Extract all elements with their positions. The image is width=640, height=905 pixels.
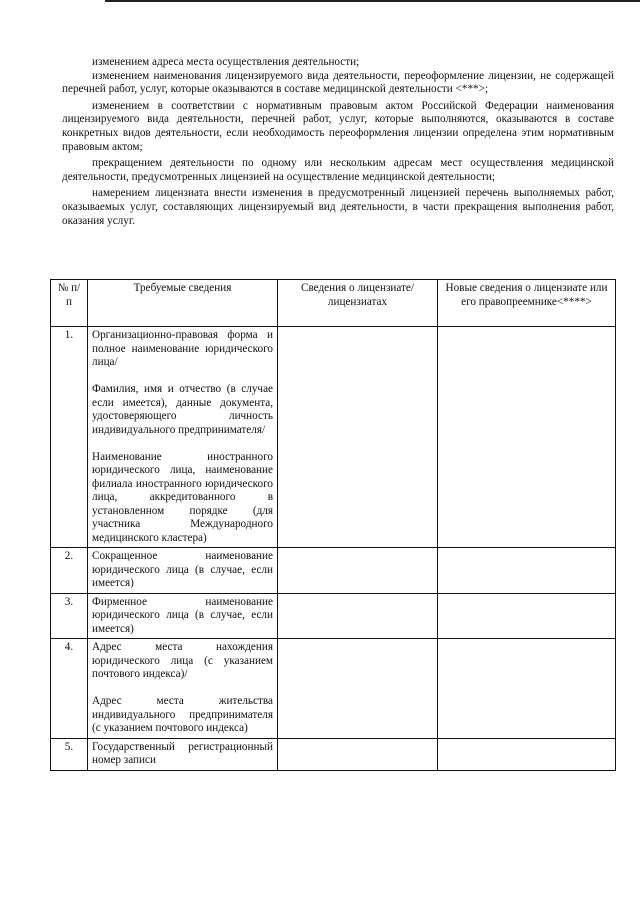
licensee-info-cell[interactable]: [278, 548, 438, 594]
row-text: Фирменное наименование юридического лица (в случае, если имеется): [92, 595, 273, 635]
row-text: Сокращенное наименование юридического лица (в случае, если имеется): [92, 550, 273, 589]
intro-paragraph: прекращением деятельности по одному или нескольким адресам мест осуществления медицинской деятельности, предусмотренных лицензией на осуществление медицинской деятельности;: [62, 157, 614, 183]
row-number: 2.: [51, 548, 88, 594]
table-row: [51, 593, 616, 639]
row-number: 4.: [51, 639, 88, 739]
license-info-table: [50, 279, 616, 771]
table-header-row: [51, 280, 616, 327]
licensee-info-cell[interactable]: [278, 327, 438, 548]
row-number: 1.: [51, 327, 88, 548]
table-row: [51, 548, 616, 594]
intro-paragraph: изменением адреса места осуществления деятельности;: [92, 56, 360, 68]
table-row: [51, 738, 616, 770]
intro-paragraph: изменением в соответствии с нормативным правовым актом Российской Федерации наименования лицензируемого вида деятельности, перечней работ, услуг, которые выполняются, оказываются в составе конкретных видов деятельности, если необходимость переоформления лицензии определена этим нормативным правовым актом;: [62, 99, 614, 153]
header-licensee-info: Сведения о лицензиате/лицензиатах: [278, 280, 438, 327]
new-info-cell[interactable]: [438, 738, 616, 770]
header-new-info: Новые сведения о лицензиате или его правопреемнике<****>: [438, 280, 616, 327]
header-number: № п/п: [51, 280, 88, 327]
row-required-info: [88, 738, 278, 770]
licensee-info-cell[interactable]: [278, 639, 438, 739]
new-info-cell[interactable]: [438, 593, 616, 639]
row-required-info: [88, 639, 278, 739]
intro-paragraph: изменением наименования лицензируемого вида деятельности, переоформление лицензии, не содержащей перечней работ, услуг, которые оказываются в составе медицинской деятельности <***>;: [62, 69, 614, 96]
new-info-cell[interactable]: [438, 639, 616, 739]
intro-paragraph: намерением лицензиата внести изменения в предусмотренный лицензией перечень выполняемых работ, оказываемых услуг, составляющих лицензируемый вид деятельности, в части прекращения выполнения работ, оказания услуг.: [62, 187, 614, 227]
row-text: Адрес места жительства индивидуального предпринимателя (с указанием почтового индекса): [92, 695, 273, 734]
intro-text: [62, 56, 614, 228]
table-row: [51, 327, 616, 548]
row-text: Государственный регистрационный номер записи: [92, 740, 273, 766]
row-text: Организационно-правовая форма и полное наименование юридического лица/: [92, 329, 273, 368]
new-info-cell[interactable]: [438, 327, 616, 548]
row-required-info: [88, 593, 278, 639]
licensee-info-cell[interactable]: [278, 593, 438, 639]
new-info-cell[interactable]: [438, 548, 616, 594]
row-number: 5.: [51, 738, 88, 770]
row-text: Фамилия, имя и отчество (в случае если имеется), данные документа, удостоверяющего личность индивидуального предпринимателя/: [92, 383, 273, 436]
table-row: [51, 639, 616, 739]
row-number: 3.: [51, 593, 88, 639]
row-text: Адрес места нахождения юридического лица (с указанием почтового индекса)/: [92, 641, 273, 680]
row-required-info: [88, 548, 278, 594]
licensee-info-cell[interactable]: [278, 738, 438, 770]
row-text: Наименование иностранного юридического лица, наименование филиала иностранного юридического лица, аккредитованного в установленном порядке (для участника Международного медицинского кластера): [92, 450, 273, 544]
header-required-info: Требуемые сведения: [88, 280, 278, 327]
row-required-info: [88, 327, 278, 548]
top-rule: [105, 0, 640, 2]
